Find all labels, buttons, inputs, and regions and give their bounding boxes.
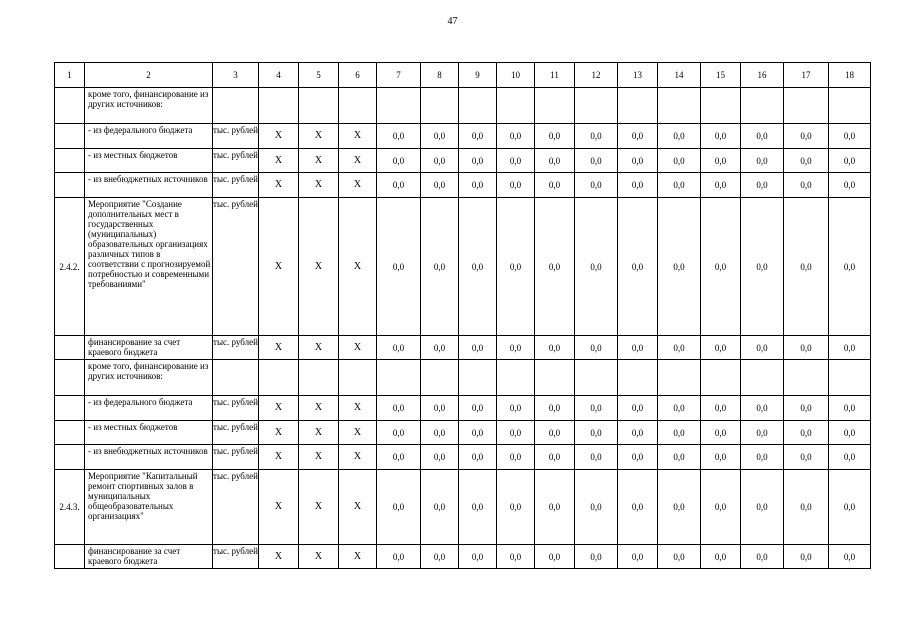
value-cell: 0,0 [618, 545, 658, 569]
value-cell [701, 360, 741, 396]
value-cell: 0,0 [575, 124, 618, 149]
value-cell: 0,0 [421, 198, 459, 336]
row-unit: тыс. рублей [213, 198, 259, 336]
row-number [55, 396, 85, 421]
row-number [55, 545, 85, 569]
value-cell: 0,0 [575, 421, 618, 445]
value-cell: 0,0 [701, 421, 741, 445]
header-cell: 18 [829, 63, 871, 88]
value-cell: X [259, 173, 299, 198]
header-cell: 14 [658, 63, 701, 88]
value-cell: X [259, 545, 299, 569]
value-cell: 0,0 [784, 421, 829, 445]
value-cell: 0,0 [497, 421, 535, 445]
value-cell: 0,0 [618, 149, 658, 173]
value-cell: 0,0 [741, 396, 784, 421]
value-cell: X [299, 149, 339, 173]
row-number [55, 336, 85, 360]
value-cell: 0,0 [784, 470, 829, 545]
row-number: 2.4.3. [55, 470, 85, 545]
value-cell [741, 88, 784, 124]
value-cell: 0,0 [575, 545, 618, 569]
value-cell: 0,0 [784, 396, 829, 421]
value-cell: X [339, 445, 377, 470]
value-cell [299, 88, 339, 124]
value-cell [658, 360, 701, 396]
row-unit: тыс. рублей [213, 124, 259, 149]
row-unit: тыс. рублей [213, 336, 259, 360]
header-row [55, 63, 871, 88]
value-cell: 0,0 [701, 173, 741, 198]
value-cell: 0,0 [658, 173, 701, 198]
row-number [55, 124, 85, 149]
value-cell: 0,0 [829, 545, 871, 569]
value-cell [377, 360, 421, 396]
table-row [55, 421, 871, 445]
budget-table [54, 62, 871, 569]
table-row [55, 445, 871, 470]
value-cell: 0,0 [658, 396, 701, 421]
value-cell: 0,0 [497, 545, 535, 569]
value-cell: 0,0 [658, 421, 701, 445]
value-cell: 0,0 [658, 124, 701, 149]
value-cell: X [339, 421, 377, 445]
value-cell [421, 360, 459, 396]
value-cell [829, 88, 871, 124]
value-cell: X [339, 396, 377, 421]
value-cell: 0,0 [741, 124, 784, 149]
value-cell: X [299, 396, 339, 421]
value-cell: X [259, 149, 299, 173]
value-cell: 0,0 [535, 421, 575, 445]
row-unit: тыс. рублей [213, 470, 259, 545]
value-cell: 0,0 [421, 470, 459, 545]
value-cell [421, 88, 459, 124]
header-cell: 7 [377, 63, 421, 88]
value-cell: 0,0 [535, 173, 575, 198]
header-cell: 6 [339, 63, 377, 88]
value-cell: 0,0 [535, 336, 575, 360]
value-cell: 0,0 [421, 396, 459, 421]
value-cell: X [299, 173, 339, 198]
value-cell: 0,0 [784, 124, 829, 149]
value-cell: X [259, 470, 299, 545]
value-cell: 0,0 [575, 396, 618, 421]
table-row [55, 396, 871, 421]
row-name: кроме того, финансирование из других источников: [85, 360, 213, 396]
value-cell [784, 88, 829, 124]
table-row [55, 545, 871, 569]
row-number [55, 445, 85, 470]
value-cell: 0,0 [535, 445, 575, 470]
value-cell: 0,0 [741, 445, 784, 470]
value-cell: 0,0 [459, 470, 497, 545]
header-cell: 8 [421, 63, 459, 88]
row-number [55, 421, 85, 445]
value-cell: 0,0 [784, 149, 829, 173]
row-name: кроме того, финансирование из других источников: [85, 88, 213, 124]
value-cell: 0,0 [497, 336, 535, 360]
value-cell: X [259, 421, 299, 445]
value-cell: 0,0 [377, 545, 421, 569]
row-name: - из внебюджетных источников [85, 445, 213, 470]
header-cell: 1 [55, 63, 85, 88]
value-cell: X [259, 445, 299, 470]
value-cell: 0,0 [575, 198, 618, 336]
value-cell: 0,0 [421, 124, 459, 149]
header-cell: 3 [213, 63, 259, 88]
value-cell [497, 88, 535, 124]
value-cell [497, 360, 535, 396]
value-cell: 0,0 [575, 173, 618, 198]
value-cell: X [259, 336, 299, 360]
value-cell: X [299, 124, 339, 149]
value-cell: 0,0 [618, 124, 658, 149]
row-name: - из внебюджетных источников [85, 173, 213, 198]
value-cell: 0,0 [535, 149, 575, 173]
table-body [55, 63, 871, 569]
value-cell: X [259, 124, 299, 149]
value-cell: 0,0 [535, 198, 575, 336]
value-cell: X [299, 336, 339, 360]
value-cell: 0,0 [658, 470, 701, 545]
value-cell: 0,0 [535, 124, 575, 149]
value-cell: 0,0 [377, 124, 421, 149]
row-number [55, 173, 85, 198]
header-cell: 4 [259, 63, 299, 88]
value-cell: 0,0 [377, 149, 421, 173]
value-cell: 0,0 [741, 545, 784, 569]
value-cell: X [299, 545, 339, 569]
value-cell: 0,0 [741, 198, 784, 336]
value-cell: 0,0 [618, 173, 658, 198]
value-cell: 0,0 [829, 173, 871, 198]
value-cell: 0,0 [618, 421, 658, 445]
value-cell: 0,0 [658, 198, 701, 336]
value-cell: 0,0 [741, 421, 784, 445]
value-cell: X [299, 445, 339, 470]
value-cell: 0,0 [535, 396, 575, 421]
table-row [55, 88, 871, 124]
value-cell: X [339, 336, 377, 360]
row-number [55, 360, 85, 396]
table-row [55, 198, 871, 336]
row-name: Мероприятие "Создание дополнительных мест в государственных (муниципальных) образовательных организациях различных типов в соответствии с прогнозируемой потребностью и современными требованиями" [85, 198, 213, 336]
header-cell: 5 [299, 63, 339, 88]
value-cell: 0,0 [701, 396, 741, 421]
value-cell: 0,0 [741, 470, 784, 545]
value-cell: 0,0 [497, 124, 535, 149]
header-cell: 15 [701, 63, 741, 88]
value-cell: 0,0 [784, 545, 829, 569]
header-cell: 2 [85, 63, 213, 88]
value-cell [377, 88, 421, 124]
value-cell: 0,0 [829, 421, 871, 445]
value-cell: X [339, 173, 377, 198]
value-cell: 0,0 [701, 336, 741, 360]
row-unit: тыс. рублей [213, 173, 259, 198]
value-cell: 0,0 [658, 545, 701, 569]
value-cell: 0,0 [701, 445, 741, 470]
row-name: - из местных бюджетов [85, 149, 213, 173]
value-cell: X [299, 470, 339, 545]
value-cell: 0,0 [575, 445, 618, 470]
value-cell: 0,0 [618, 396, 658, 421]
value-cell [784, 360, 829, 396]
value-cell: 0,0 [784, 336, 829, 360]
value-cell: 0,0 [497, 173, 535, 198]
table-row [55, 149, 871, 173]
value-cell: 0,0 [421, 173, 459, 198]
value-cell: 0,0 [658, 149, 701, 173]
value-cell [459, 360, 497, 396]
value-cell: X [339, 545, 377, 569]
value-cell: 0,0 [741, 173, 784, 198]
row-name: финансирование за счет краевого бюджета [85, 336, 213, 360]
header-cell: 13 [618, 63, 658, 88]
value-cell: 0,0 [497, 396, 535, 421]
row-name: - из федерального бюджета [85, 396, 213, 421]
value-cell: X [339, 198, 377, 336]
value-cell: 0,0 [658, 445, 701, 470]
value-cell: 0,0 [377, 198, 421, 336]
value-cell: 0,0 [459, 124, 497, 149]
value-cell: 0,0 [459, 396, 497, 421]
row-name: Мероприятие "Капитальный ремонт спортивных залов в муниципальных общеобразовательных организациях" [85, 470, 213, 545]
value-cell: X [259, 396, 299, 421]
row-name: - из федерального бюджета [85, 124, 213, 149]
row-unit: тыс. рублей [213, 421, 259, 445]
value-cell: 0,0 [618, 198, 658, 336]
row-unit: тыс. рублей [213, 545, 259, 569]
value-cell: 0,0 [829, 396, 871, 421]
value-cell: 0,0 [377, 396, 421, 421]
row-number [55, 88, 85, 124]
header-cell: 16 [741, 63, 784, 88]
value-cell [618, 88, 658, 124]
page-number: 47 [447, 16, 458, 27]
value-cell: 0,0 [658, 336, 701, 360]
value-cell: 0,0 [377, 173, 421, 198]
value-cell [575, 360, 618, 396]
value-cell: 0,0 [784, 445, 829, 470]
value-cell [701, 88, 741, 124]
value-cell: 0,0 [377, 336, 421, 360]
value-cell: 0,0 [741, 336, 784, 360]
value-cell [535, 360, 575, 396]
table-row [55, 470, 871, 545]
row-unit [213, 88, 259, 124]
value-cell: 0,0 [784, 173, 829, 198]
value-cell: X [299, 198, 339, 336]
header-cell: 9 [459, 63, 497, 88]
value-cell: 0,0 [618, 470, 658, 545]
value-cell: X [299, 421, 339, 445]
row-unit: тыс. рублей [213, 396, 259, 421]
header-cell: 10 [497, 63, 535, 88]
value-cell [339, 360, 377, 396]
value-cell [618, 360, 658, 396]
header-cell: 11 [535, 63, 575, 88]
value-cell [829, 360, 871, 396]
value-cell [339, 88, 377, 124]
value-cell: 0,0 [421, 445, 459, 470]
value-cell: 0,0 [784, 198, 829, 336]
row-name: финансирование за счет краевого бюджета [85, 545, 213, 569]
value-cell: 0,0 [497, 445, 535, 470]
value-cell: 0,0 [575, 149, 618, 173]
value-cell: X [339, 149, 377, 173]
value-cell: 0,0 [421, 421, 459, 445]
value-cell: 0,0 [459, 336, 497, 360]
value-cell: 0,0 [829, 336, 871, 360]
value-cell: 0,0 [459, 445, 497, 470]
value-cell: 0,0 [575, 470, 618, 545]
value-cell [259, 360, 299, 396]
value-cell: 0,0 [377, 445, 421, 470]
value-cell: 0,0 [535, 470, 575, 545]
row-unit: тыс. рублей [213, 445, 259, 470]
value-cell: 0,0 [701, 149, 741, 173]
value-cell [535, 88, 575, 124]
value-cell: 0,0 [535, 545, 575, 569]
table-row [55, 124, 871, 149]
row-unit: тыс. рублей [213, 149, 259, 173]
row-number: 2.4.2. [55, 198, 85, 336]
value-cell [741, 360, 784, 396]
value-cell: 0,0 [701, 470, 741, 545]
value-cell: X [339, 124, 377, 149]
value-cell: 0,0 [829, 445, 871, 470]
value-cell: 0,0 [497, 470, 535, 545]
value-cell: X [339, 470, 377, 545]
header-cell: 12 [575, 63, 618, 88]
value-cell: 0,0 [459, 545, 497, 569]
value-cell: 0,0 [421, 149, 459, 173]
value-cell: 0,0 [829, 149, 871, 173]
value-cell [658, 88, 701, 124]
value-cell: 0,0 [701, 124, 741, 149]
value-cell: 0,0 [701, 198, 741, 336]
value-cell: 0,0 [459, 198, 497, 336]
value-cell: 0,0 [701, 545, 741, 569]
value-cell: 0,0 [829, 198, 871, 336]
value-cell [299, 360, 339, 396]
value-cell: 0,0 [829, 470, 871, 545]
value-cell: 0,0 [459, 173, 497, 198]
value-cell: 0,0 [459, 149, 497, 173]
value-cell: 0,0 [421, 545, 459, 569]
value-cell: 0,0 [459, 421, 497, 445]
value-cell [259, 88, 299, 124]
table-row [55, 336, 871, 360]
value-cell [575, 88, 618, 124]
value-cell: 0,0 [377, 421, 421, 445]
header-cell: 17 [784, 63, 829, 88]
value-cell: 0,0 [497, 198, 535, 336]
value-cell: 0,0 [377, 470, 421, 545]
row-unit [213, 360, 259, 396]
value-cell: 0,0 [618, 445, 658, 470]
value-cell [459, 88, 497, 124]
value-cell: 0,0 [497, 149, 535, 173]
value-cell: 0,0 [618, 336, 658, 360]
row-name: - из местных бюджетов [85, 421, 213, 445]
value-cell: 0,0 [575, 336, 618, 360]
value-cell: 0,0 [741, 149, 784, 173]
row-number [55, 149, 85, 173]
table-row [55, 360, 871, 396]
value-cell: 0,0 [829, 124, 871, 149]
value-cell: 0,0 [421, 336, 459, 360]
table-row [55, 173, 871, 198]
value-cell: X [259, 198, 299, 336]
